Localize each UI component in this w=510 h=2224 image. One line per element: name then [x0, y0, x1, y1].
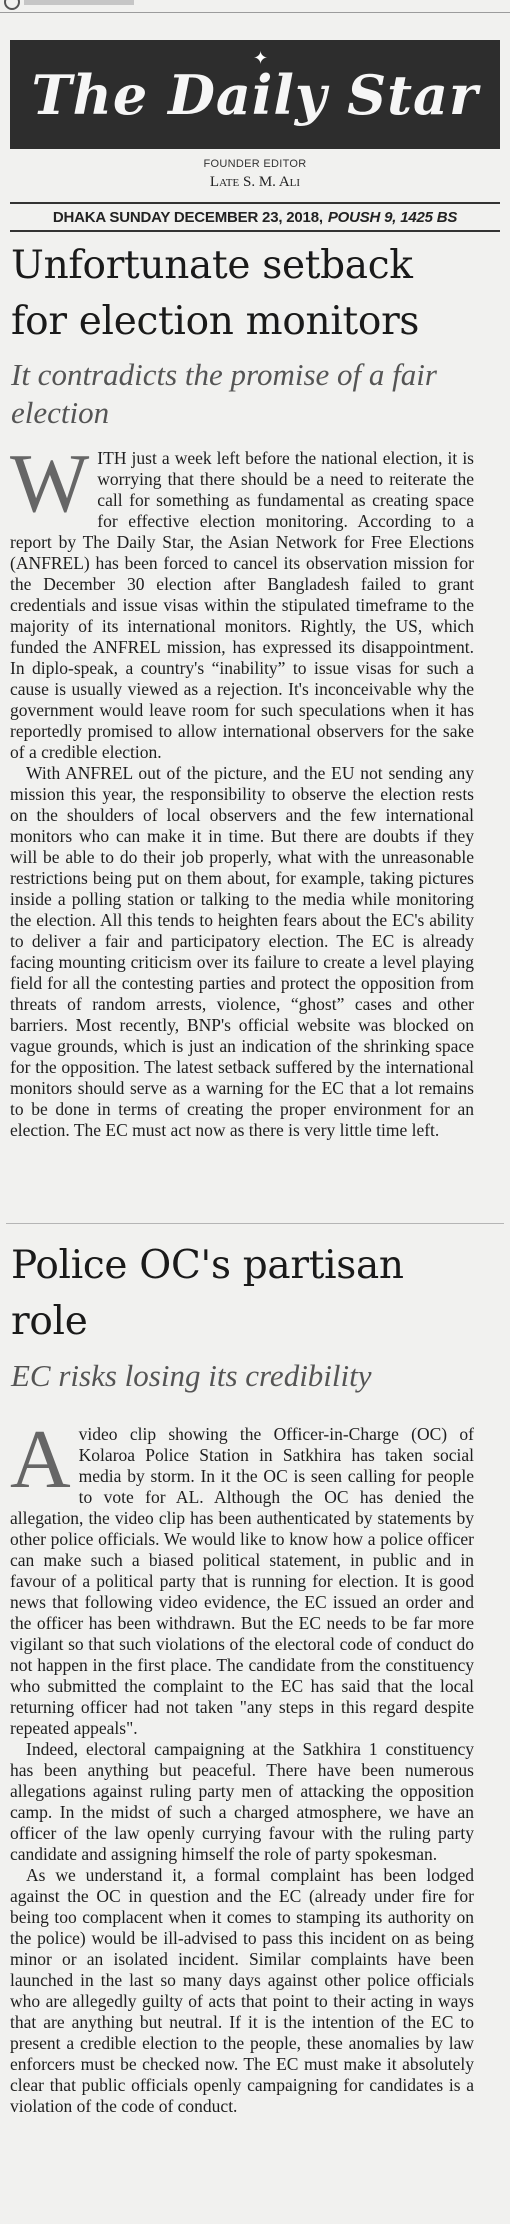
dateline-date: DHAKA SUNDAY DECEMBER 23, 2018, [52, 208, 323, 226]
newspaper-title: The Daily Star [31, 62, 479, 127]
paragraph: With ANFREL out of the picture, and the EU not sending any mission this year, the responsibility to observe the election rests on the shoulders of local observers and the few international monitors who can make it in time. But there are doubts if they will be able to do their job properly, what with the unreasonable restrictions being put on them about, for example, taking pictures inside a polling station or talking to the media while monitoring the election. All this tends to heighten fears about the EC's ability to deliver a fair and participatory election. The EC is already facing mounting criticism over its failure to create a level playing field for all the contesting parties and protect the opposition from threats of random arrests, violence, “ghost” cases and other barriers. Most recently, BNP's official website was blocked on vague grounds, which is just an indication of the shrinking space for the opposition. The latest setback suffered by the international monitors should serve as a warning for the EC that a lot remains to be done in terms of creating the proper environment for an election. The EC must act now as there is very little time left. [10, 763, 474, 1140]
paragraph: As we understand it, a formal complaint has been lodged against the OC in question and the EC (already under fire for being too complacent when it comes to stamping its authority on the police) would be ill-advised to pass this incident on as being minor or an isolated incident. Similar complaints have been launched in the last so many days against other police officials who are allegedly guilty of acts that point to their acting in ways that are anything but neutral. If it is the intention of the EC to present a credible election to the people, these anomalies by law enforcers must be checked now. The EC must make it absolutely clear that public officials openly campaigning for candidates is a violation of the code of conduct. [10, 1865, 474, 2116]
top-strip [0, 0, 510, 13]
paragraph-text: ITH just a week left before the national election, it is worrying that there should be a need to reiterate the call for something as fundamental as creating space for effective election monitoring. According to a report by The Daily Star, the Asian Network for Free Elections (ANFREL) has been forced to cancel its observation mission for the December 30 election after Bangladesh failed to grant credentials and issue visas within the stipulated timeframe to the majority of its international monitors. Rightly, the US, which funded the ANFREL mission, has expressed its disappointment. In diplo-speak, a country's “inability” to issue visas for such a cause is usually viewed as a rejection. It's inconceivable why the government would leave room for such speculations when it has reportedly promised to allow international observers for the sake of a credible election. [10, 448, 474, 762]
page-header-remnant [24, 0, 134, 5]
drop-cap: W [10, 437, 90, 530]
headline [11, 238, 501, 350]
article-body [10, 437, 474, 1141]
founder-editor-name: Late S. M. Ali [209, 174, 301, 190]
headline [11, 1238, 501, 1350]
circle-icon [4, 0, 20, 10]
star-icon: ✦ [253, 48, 269, 68]
masthead-banner [10, 40, 500, 149]
subhead: It contradicts the promise of a fair election [11, 357, 437, 430]
paragraph [10, 437, 474, 763]
dateline-bangla-date: POUSH 9, 1425 BS [327, 208, 458, 226]
divider [6, 1223, 504, 1224]
headline-line: Police OC's partisan [11, 1243, 404, 1288]
dateline [10, 202, 500, 232]
headline-line: Unfortunate setback [11, 243, 413, 288]
paragraph-text: video clip showing the Officer-in-Charge (OC) of Kolaroa Police Station in Satkhira has taken social media by storm. In it the OC is seen calling for people to vote for AL. Although the OC has denied the allegation, the video clip has been authenticated by statements by other police officials. We would like to know how a police officer can make such a biased political statement, in public and in favour of a political party that is running for election. It is good news that following video evidence, the EC issued an order and the officer has been withdrawn. But the EC needs to be far more vigilant so that such violations of the electoral code of conduct do not happen in the first place. The candidate from the constituency who submitted the complaint to the EC has said that the local returning officer had not taken "any steps in this regard despite repeated appeals". [10, 1424, 474, 1738]
subhead: EC risks losing its credibility [11, 1358, 372, 1393]
paragraph [10, 1413, 474, 1739]
headline-line: for election monitors [11, 299, 420, 344]
founder-editor-label: FOUNDER EDITOR [203, 158, 307, 170]
drop-cap: A [10, 1413, 71, 1506]
headline-line: role [11, 1299, 88, 1344]
paragraph: Indeed, electoral campaigning at the Satkhira 1 constituency has been anything but peaceful. There have been numerous allegations against ruling party men of attacking the opposition camp. In the midst of such a charged atmosphere, we have an officer of the law openly currying favour with the ruling party candidate and assigning himself the role of party spokesman. [10, 1739, 474, 1864]
article-body [10, 1413, 474, 2117]
